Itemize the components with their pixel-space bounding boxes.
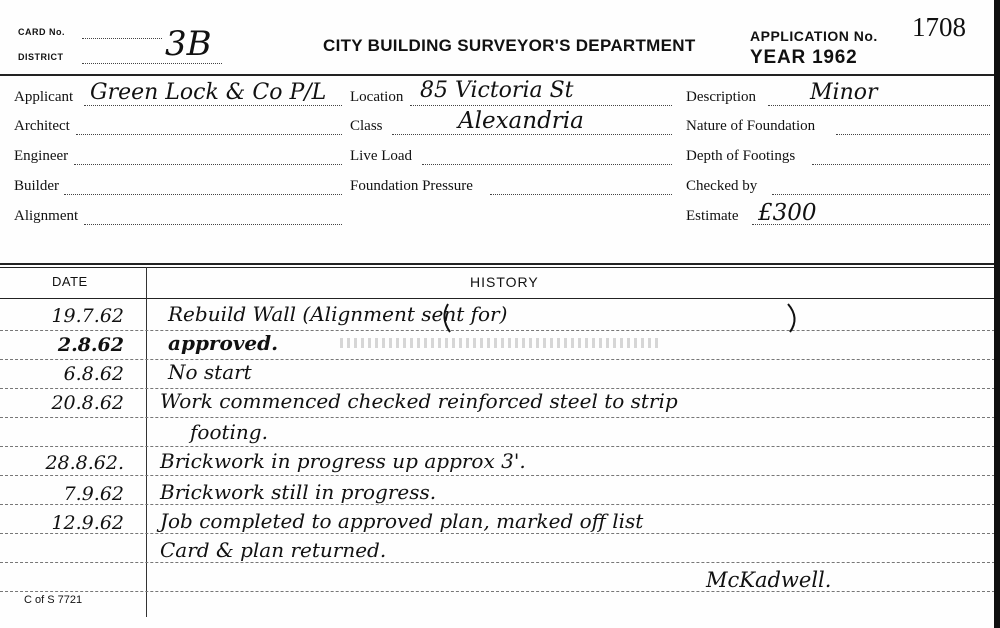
entry-text: Work commenced checked reinforced steel to strip	[160, 389, 678, 413]
description-label: Description	[686, 89, 756, 105]
architect-label: Architect	[14, 118, 70, 134]
row-rule	[0, 504, 1000, 505]
location-value: 85 Victoria St	[420, 78, 574, 103]
parenthesis-stroke	[440, 300, 800, 336]
row-rule	[0, 562, 1000, 563]
engineer-line	[74, 164, 342, 165]
form-code: C of S 7721	[24, 594, 83, 606]
header-divider	[0, 298, 1000, 299]
class-line	[392, 134, 672, 135]
card-no-label: CARD No.	[18, 27, 65, 37]
card-no-line	[82, 38, 162, 39]
entry-date: 19.7.62	[51, 305, 124, 327]
column-divider	[146, 267, 147, 617]
nature-of-foundation-label: Nature of Foundation	[686, 118, 816, 134]
entry-text: Brickwork in progress up approx 3'.	[160, 449, 526, 473]
signature: McKadwell.	[706, 568, 832, 592]
row-rule	[0, 417, 1000, 418]
applicant-value: Green Lock & Co P/L	[90, 80, 327, 105]
description-value: Minor	[810, 80, 878, 105]
entry-date: 2.8.62	[57, 334, 124, 356]
alignment-label: Alignment	[14, 208, 79, 224]
entry-text: Card & plan returned.	[160, 538, 387, 562]
class-value: Alexandria	[458, 108, 584, 134]
row-rule	[0, 446, 1000, 447]
applicant-line	[84, 105, 342, 106]
history-top-rule	[0, 263, 1000, 265]
checked-by-line	[772, 194, 990, 195]
engineer-label: Engineer	[14, 148, 69, 164]
entry-date: 7.9.62	[63, 483, 124, 505]
depth-of-footings-line	[812, 164, 990, 165]
entry-text: Rebuild Wall (Alignment sent for)	[168, 302, 508, 326]
applicant-label: Applicant	[14, 89, 74, 105]
entry-date: 12.9.62	[51, 512, 124, 534]
description-line	[768, 105, 990, 106]
depth-of-footings-label: Depth of Footings	[686, 148, 796, 164]
department-title: CITY BUILDING SURVEYOR'S DEPARTMENT	[323, 36, 696, 55]
location-label: Location	[350, 89, 404, 105]
entry-text: footing.	[190, 420, 268, 444]
entry-text: approved.	[168, 331, 279, 355]
architect-line	[76, 134, 342, 135]
history-top-rule-inner	[0, 267, 1000, 268]
live-load-line	[422, 164, 672, 165]
history-header: HISTORY	[470, 274, 539, 290]
live-load-label: Live Load	[350, 148, 413, 164]
district-label: DISTRICT	[18, 52, 64, 62]
estimate-label: Estimate	[686, 208, 739, 224]
row-rule	[0, 591, 1000, 592]
row-rule	[0, 359, 1000, 360]
entry-text: Job completed to approved plan, marked off list	[160, 509, 644, 533]
checked-by-label: Checked by	[686, 178, 758, 194]
alignment-line	[84, 224, 342, 225]
builder-label: Builder	[14, 178, 59, 194]
faded-stamp	[340, 338, 660, 348]
card-value: 3B	[165, 24, 212, 64]
header-rule	[0, 74, 1000, 76]
year-label: YEAR 1962	[750, 47, 858, 68]
entry-text: No start	[168, 360, 252, 384]
scan-edge	[994, 0, 1000, 628]
row-rule	[0, 475, 1000, 476]
entry-date: 28.8.62.	[45, 452, 124, 474]
location-line	[410, 105, 672, 106]
row-rule	[0, 533, 1000, 534]
estimate-value: £300	[758, 200, 817, 226]
builder-line	[64, 194, 342, 195]
entry-date: 6.8.62	[63, 363, 124, 385]
application-label: APPLICATION No.	[750, 28, 878, 44]
foundation-pressure-label: Foundation Pressure	[350, 178, 473, 194]
application-number: 1708	[912, 12, 966, 42]
entry-text: Brickwork still in progress.	[160, 480, 437, 504]
class-label: Class	[350, 118, 383, 134]
date-header: DATE	[52, 274, 88, 289]
entry-date: 20.8.62	[51, 392, 124, 414]
nature-of-foundation-line	[836, 134, 990, 135]
foundation-pressure-line	[490, 194, 672, 195]
